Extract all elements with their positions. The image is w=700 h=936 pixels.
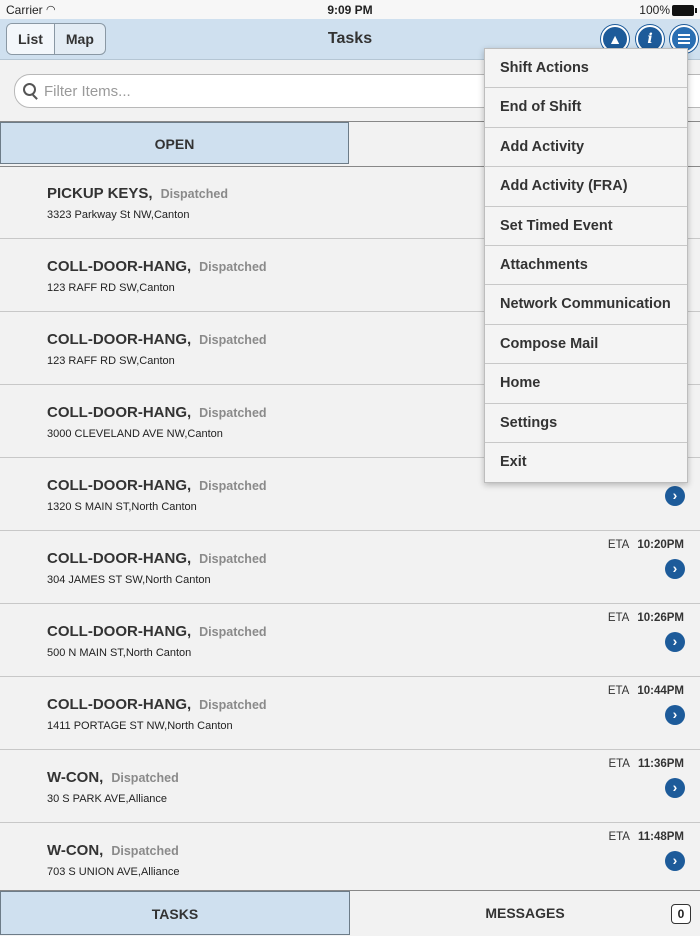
battery-icon: [672, 5, 694, 16]
task-name: COLL-DOOR-HANG,: [47, 404, 192, 421]
menu-item-end-of-shift[interactable]: End of Shift: [485, 88, 687, 127]
task-name: COLL-DOOR-HANG,: [47, 477, 192, 494]
alert-triangle-icon[interactable]: ▲: [601, 25, 629, 53]
task-address: 30 S PARK AVE,Alliance: [47, 793, 168, 805]
task-row[interactable]: [0, 604, 700, 677]
status-bar: [0, 0, 700, 19]
task-address: 123 RAFF RD SW,Canton: [47, 355, 175, 367]
task-eta: ETA 11:48PM: [608, 831, 684, 843]
message-count-badge: 0: [671, 904, 691, 924]
task-eta: ETA 11:36PM: [608, 758, 684, 770]
task-eta: ETA 10:44PM: [607, 685, 684, 697]
task-address: 3323 Parkway St NW,Canton: [47, 209, 190, 221]
task-row[interactable]: [0, 750, 700, 823]
chevron-right-circle-icon[interactable]: ›: [665, 486, 685, 506]
task-status: Dispatched: [199, 479, 267, 493]
tab-messages[interactable]: MESSAGES: [485, 905, 565, 921]
menu-item-home[interactable]: Home: [485, 364, 687, 403]
search-input[interactable]: [42, 79, 486, 103]
carrier-label: Carrier: [6, 3, 43, 17]
task-address: 3000 CLEVELAND AVE NW,Canton: [47, 428, 223, 440]
task-row[interactable]: [0, 677, 700, 750]
task-address: 1411 PORTAGE ST NW,North Canton: [47, 720, 233, 732]
task-name: W-CON,: [47, 842, 104, 859]
task-name: COLL-DOOR-HANG,: [47, 331, 192, 348]
task-row[interactable]: [0, 823, 700, 895]
tab-tasks[interactable]: TASKS: [0, 891, 350, 935]
task-name: W-CON,: [47, 769, 104, 786]
menu-item-add-activity-fra[interactable]: Add Activity (FRA): [485, 167, 687, 206]
chevron-right-circle-icon[interactable]: ›: [665, 559, 685, 579]
task-status: Dispatched: [199, 406, 267, 420]
task-address: 703 S UNION AVE,Alliance: [47, 866, 180, 878]
chevron-right-circle-icon[interactable]: ›: [665, 632, 685, 652]
menu-item-set-timed-event[interactable]: Set Timed Event: [485, 207, 687, 246]
task-status: Dispatched: [199, 552, 267, 566]
search-icon: [23, 83, 36, 96]
task-address: 500 N MAIN ST,North Canton: [47, 647, 192, 659]
task-status: Dispatched: [199, 698, 267, 712]
menu-item-add-activity[interactable]: Add Activity: [485, 128, 687, 167]
task-name: COLL-DOOR-HANG,: [47, 696, 192, 713]
chevron-right-circle-icon[interactable]: ›: [665, 778, 685, 798]
menu-item-attachments[interactable]: Attachments: [485, 246, 687, 285]
menu-item-network-communication[interactable]: Network Communication: [485, 285, 687, 324]
map-view-button[interactable]: Map: [65, 31, 94, 47]
task-name: PICKUP KEYS,: [47, 185, 153, 202]
actions-menu: [484, 48, 688, 483]
bottom-tab-bar: [0, 890, 700, 935]
menu-item-exit[interactable]: Exit: [500, 453, 527, 470]
info-icon[interactable]: i: [636, 25, 664, 53]
list-view-button[interactable]: List: [7, 24, 55, 54]
status-time: 9:09 PM: [327, 3, 373, 17]
task-eta: ETA 10:26PM: [607, 612, 684, 624]
task-address: 123 RAFF RD SW,Canton: [47, 282, 175, 294]
task-name: COLL-DOOR-HANG,: [47, 258, 192, 275]
menu-item-compose-mail[interactable]: Compose Mail: [485, 325, 687, 364]
task-row[interactable]: [0, 531, 700, 604]
menu-item-shift-actions[interactable]: Shift Actions: [485, 49, 687, 88]
tab-open[interactable]: OPEN: [0, 122, 349, 164]
task-status: Dispatched: [160, 187, 228, 201]
task-name: COLL-DOOR-HANG,: [47, 550, 192, 567]
battery-percent: 100%: [639, 3, 670, 17]
task-status: Dispatched: [199, 333, 267, 347]
task-status: Dispatched: [199, 260, 267, 274]
task-name: COLL-DOOR-HANG,: [47, 623, 192, 640]
task-status: Dispatched: [111, 771, 179, 785]
wifi-icon: ◠: [46, 4, 56, 16]
task-address: 304 JAMES ST SW,North Canton: [47, 574, 211, 586]
page-title: Tasks: [327, 30, 373, 47]
task-eta: ETA 10:20PM: [607, 539, 684, 551]
task-status: Dispatched: [199, 625, 267, 639]
task-status: Dispatched: [111, 844, 179, 858]
menu-item-settings[interactable]: Settings: [485, 404, 687, 443]
chevron-right-circle-icon[interactable]: ›: [665, 851, 685, 871]
task-address: 1320 S MAIN ST,North Canton: [47, 501, 197, 513]
chevron-right-circle-icon[interactable]: ›: [665, 705, 685, 725]
